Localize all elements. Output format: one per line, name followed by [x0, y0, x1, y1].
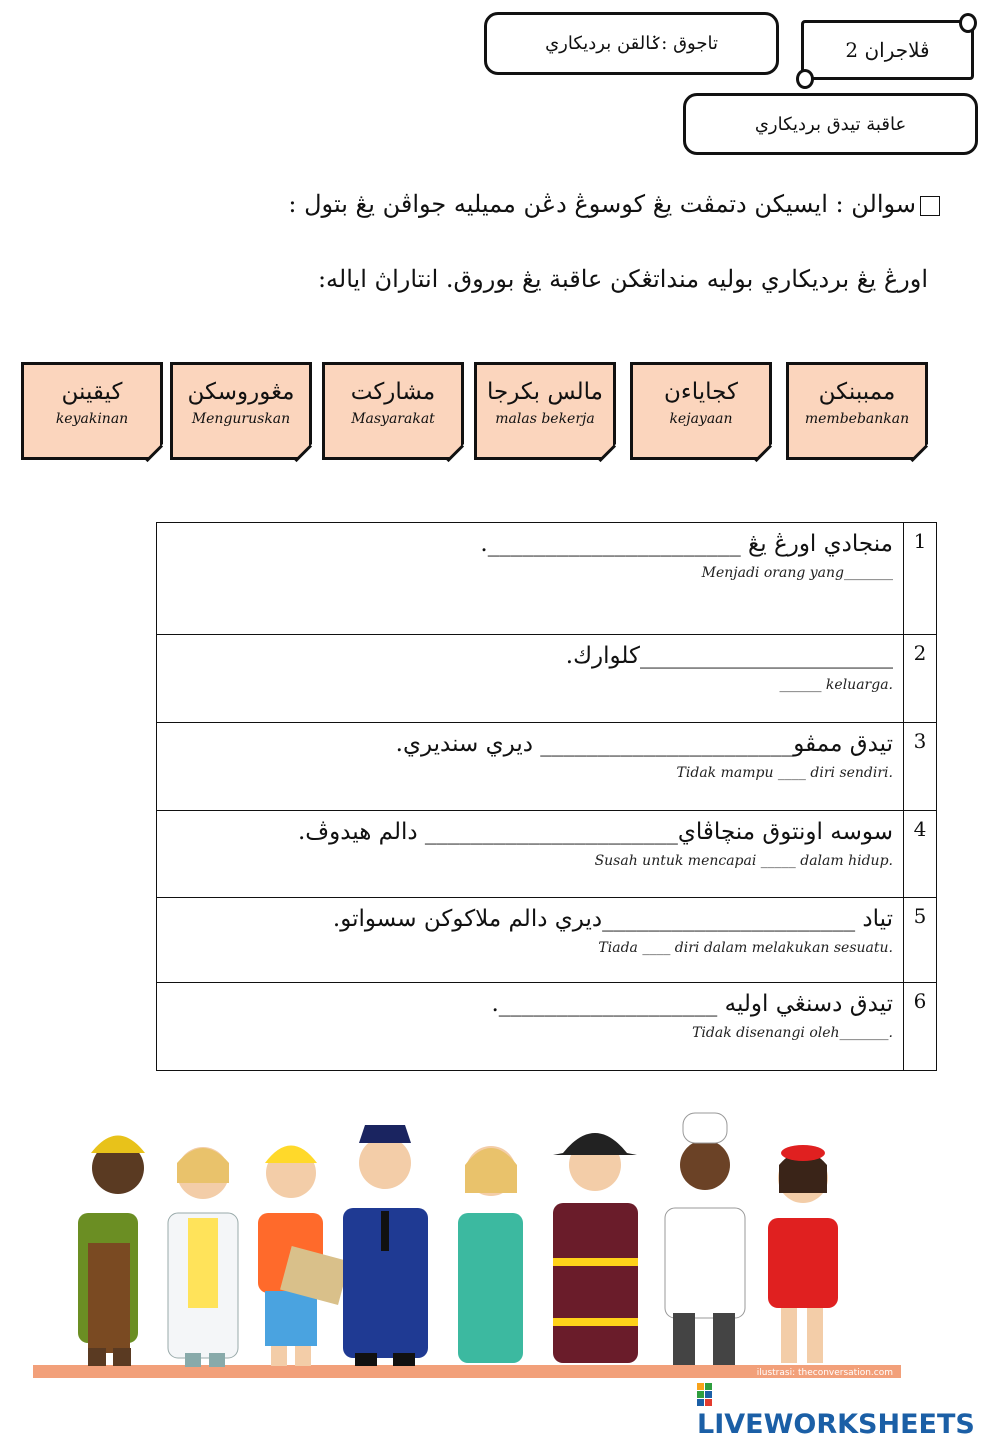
subtopic-box: [683, 93, 978, 155]
logo-text: LIVEWORKSHEETS: [697, 1409, 975, 1440]
scroll-curl-icon: [796, 69, 814, 89]
sentence-rumi: Menjadi orang yang_______: [701, 565, 893, 581]
sentence-jawi: تيدق ممڤو______________________ ديري سنديري.: [395, 731, 893, 757]
word-jawi: مالس بكرجا: [487, 379, 603, 405]
word-jawi: كيقينن: [61, 379, 123, 405]
unit-label: ڤلاجران 2: [845, 38, 930, 62]
word-rumi: Menguruskan: [191, 411, 291, 427]
word-jawi: مڠوروسكن: [187, 379, 295, 405]
word-card[interactable]: [322, 362, 464, 460]
table-row: [157, 523, 937, 635]
scroll-curl-icon: [959, 13, 977, 33]
question-instruction: [140, 190, 940, 218]
word-card[interactable]: [630, 362, 772, 460]
subtopic-label: عاقبة تيدق برديكاري: [754, 113, 907, 135]
word-rumi: Masyarakat: [351, 411, 435, 427]
answer-field[interactable]: [157, 723, 904, 811]
sentence-jawi: تياد ______________________ديري دالم ملاكوكن سسواتو.: [332, 906, 893, 932]
question-number: 3: [904, 723, 937, 811]
question-number: 2: [904, 635, 937, 723]
question-text: سوالن : ايسيكن دتمڤت يڠ كوسوڠ دڠن مميليه جواڤن يڠ بتول :: [288, 190, 916, 218]
police-figure: [343, 1125, 428, 1366]
word-jawi: ممببنكن: [818, 379, 896, 405]
answer-field[interactable]: [157, 811, 904, 898]
intro-text: اورڠ يڠ برديكاري بوليه منداتڠكن عاقبة يڠ بوروق. انتاراڽ اياله:: [317, 265, 928, 293]
answer-field[interactable]: [157, 635, 904, 723]
flight-attendant-figure: [768, 1145, 838, 1363]
engineer-figure: [258, 1146, 350, 1367]
sentence-jawi: منجادي اورڠ يڠ ______________________.: [480, 531, 893, 557]
chef-figure: [665, 1113, 745, 1365]
firefighter-figure: [553, 1133, 638, 1363]
sentence-jawi: تيدق دسنڠي اوليه ___________________.: [491, 991, 893, 1017]
table-row: [157, 983, 937, 1071]
question-number: 1: [904, 523, 937, 635]
table-row: [157, 723, 937, 811]
word-card[interactable]: [786, 362, 928, 460]
sentence-rumi: Tidak disenangi oleh_______.: [692, 1025, 893, 1041]
word-jawi: مشاركت: [350, 379, 436, 405]
word-rumi: malas bekerja: [495, 411, 595, 427]
word-jawi: كجاياءن: [664, 379, 738, 405]
question-number: 5: [904, 898, 937, 983]
table-row: [157, 898, 937, 983]
sentence-rumi: ______ keluarga.: [779, 677, 893, 693]
answer-field[interactable]: [157, 983, 904, 1071]
children-careers-image: [33, 1103, 901, 1378]
image-credit: ilustrasi: theconversation.com: [756, 1368, 893, 1378]
liveworksheets-logo: [697, 1378, 1000, 1440]
nurse-figure: [458, 1146, 523, 1363]
sentence-jawi: سوسه اونتوق منچاڤاي______________________ دالم هيدوڤ.: [297, 819, 893, 845]
word-rumi: kejayaan: [669, 411, 733, 427]
checkbox-icon: [920, 196, 940, 216]
liveworksheets-logo-icon: [697, 1383, 721, 1407]
question-number: 6: [904, 983, 937, 1071]
sentence-rumi: Tiada ____ diri dalam melakukan sesuatu.: [598, 940, 893, 956]
table-row: [157, 635, 937, 723]
answer-table: [156, 522, 937, 1071]
topic-box: [484, 12, 779, 75]
construction-worker-figure: [78, 1136, 145, 1367]
sentence-rumi: Susah untuk mencapai _____ dalam hidup.: [594, 853, 893, 869]
answer-field[interactable]: [157, 898, 904, 983]
answer-field[interactable]: [157, 523, 904, 635]
careers-illustration: [33, 1103, 901, 1378]
question-number: 4: [904, 811, 937, 898]
topic-label: تاجوق :ݢالقن برديكاري: [545, 33, 718, 54]
table-row: [157, 811, 937, 898]
sentence-rumi: Tidak mampu ____ diri sendiri.: [676, 765, 893, 781]
word-card[interactable]: [21, 362, 163, 460]
word-card[interactable]: [474, 362, 616, 460]
doctor-figure: [168, 1147, 238, 1367]
word-rumi: keyakinan: [55, 411, 129, 427]
unit-scroll: [801, 20, 974, 80]
sentence-jawi: ______________________كلوارك.: [565, 643, 893, 669]
word-rumi: membebankan: [804, 411, 910, 427]
word-card[interactable]: [170, 362, 312, 460]
